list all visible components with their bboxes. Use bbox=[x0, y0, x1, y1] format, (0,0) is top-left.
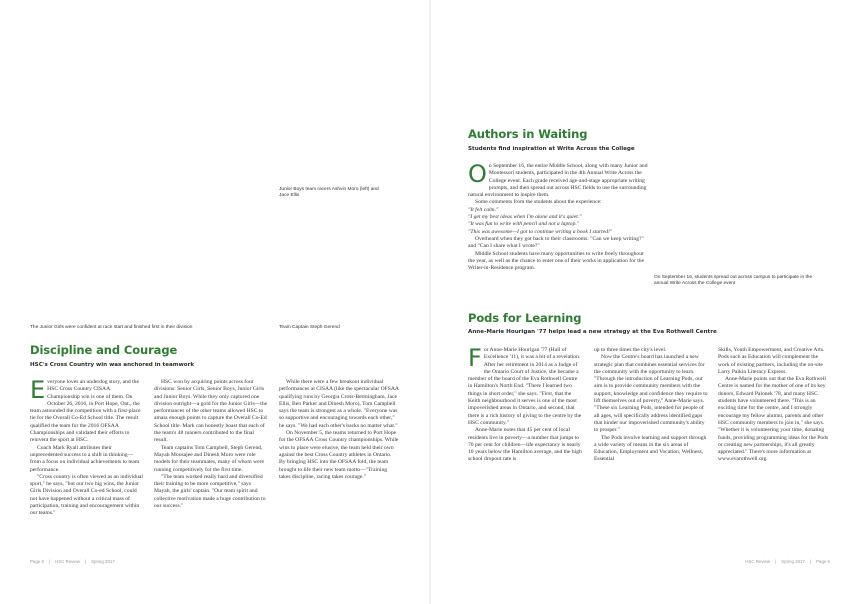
student-quote: "This was awesome—I got to continue writing a book I started!" bbox=[468, 228, 613, 235]
article-title: Discipline and Courage bbox=[30, 343, 178, 357]
paragraph: HSC won by acquiring points across four divisions: Senior Girls, Senior Boys, Junior Girls and Junior Boys. While they only captured one division outright—a gold for the Junior Girls—the performances of the other teams allowed HSC to amass enough points to capture the Overall Co-Ed School title. Mark can honestly boast that each of the team's 48 runners contributed to the final result. bbox=[154, 379, 268, 444]
authors-title: Authors in Waiting bbox=[468, 127, 588, 141]
drop-cap: F bbox=[468, 344, 482, 372]
pods-subtitle: Anne-Marie Hourigan '77 helps lead a new strategy at the Eva Rothwell Centre bbox=[468, 329, 717, 335]
authors-body bbox=[468, 160, 648, 272]
article-column-2 bbox=[154, 379, 268, 510]
paragraph: Now the Centre's board has launched a new strategic plan that combines essential services for the community with the opportunity to learn. "Through the introduction of Learning Pods, our aim is to provide community members with the support, knowledge and confidence they require to lift themselves out of poverty," Anne-Marie says. "These six Learning Pods, intended for people of all ages, will specifically address identified gaps that hinder our impoverished community's ability to prosper." bbox=[594, 354, 708, 434]
paragraph: Middle School students have many opportunities to write freely throughout the year, as well as the chance to enter one of their works in application for the Writer-in-Residence program. bbox=[468, 250, 645, 272]
pods-column-2 bbox=[594, 347, 708, 464]
paragraph: "Cross country is often viewed as an individual sport," he says, "but our two big wins, the Junior Girls Division and Overall Co-ed School, could not have happened without a critical mass of participation, training and encouragement within our teams." bbox=[30, 473, 143, 517]
article-subtitle: HSC's Cross Country win was anchored in teamwork bbox=[30, 362, 195, 368]
paragraph: veryone loves an underdog story, and the HSC Cross Country CISAA Championship win is one of them. On October 26, 2016, in Port Hope, Ont., the team astounded the competition with a first-place tie for the Overall Co-Ed School title. The result qualified the team for the 2016 OFSAA Championships and validated their efforts to reinvent the sport at HSC. bbox=[30, 379, 141, 444]
paragraph: "The team worked really hard and diversified their training to be more competitive," says Mayah, the girls' captain. "Our team spirit and collective motivation made a huge contribution to our success." bbox=[154, 473, 266, 510]
photo-caption-girls: The Junior Girls were confident at race start and finished first in their division bbox=[30, 325, 193, 330]
paragraph: The Pods involve learning and support through a wide variety of means in the six areas of Education, Employment and Vocation, Wellness, Essential bbox=[594, 434, 707, 463]
paragraph: or Anne-Marie Hourigan '77 (Hall of Excellence '11), it was a bit of a revelation. After her retirement in 2014 as a Judge of the Ontario Court of Justice, she became a member of the board of the Eva Rothwell Centre in Hamilton's North End. "There I learned two things in short order," she says. "First, that the Keith neighbourhood it serves is one of the most impoverished areas in Ontario, and second, that there is a rich history of giving to the centre by the HSC community." bbox=[468, 347, 582, 426]
article-column-1 bbox=[30, 376, 143, 518]
paragraph: Team captains Tom Campbell, Steph Gerend, Mayah Moosajee and Dinesh Moro were role models for their teammates, many of whom were running competitively for the first time. bbox=[154, 444, 264, 473]
page-number: Page 9 bbox=[816, 559, 830, 564]
paragraph: Anne-Marie notes that 45 per cent of local residents live in poverty—a number that jumps to 70 per cent for children—life expectancy is nearly 10 years below the Hamilton average, and the high school dropout rate is bbox=[468, 427, 582, 463]
student-quote: "It was fun to write with pencil and not a laptop." bbox=[468, 221, 580, 228]
left-page bbox=[0, 0, 429, 604]
paragraph: Some comments from the students about the experience: bbox=[475, 199, 602, 206]
drop-cap: O bbox=[468, 160, 487, 188]
student-quote: "I get my best ideas when I'm alone and it's quiet." bbox=[468, 214, 582, 221]
drop-cap: E bbox=[30, 376, 46, 404]
section-tag: Student life bbox=[30, 38, 59, 44]
page-number: Page 8 bbox=[30, 559, 44, 564]
right-page bbox=[431, 0, 860, 604]
paragraph: n September 16, the entire Middle School, along with many Junior and Montessori students, participated in the 4th Annual Write Across the College event. Each grade received age-and-stage appropriate writing prompts, and then spread out across HSC fields to use the surrounding natural environment to inspire them. bbox=[468, 163, 648, 199]
paragraph: On November 5, the teams returned to Port Hope for the OFSAA Cross Country championships. While wins to place were elusive, the team held their own against the best Cross Country athletes in Ontario. By bringing HSC into the OFSAA fold, the team brought to life their new team motto—"Training takes discipline, racing takes courage." bbox=[279, 430, 399, 480]
paragraph: While there were a few breakout individual performances at CISAA (like the spectacular OFSAA qualifying runs by Georgia Cross-Bermingham, Jace Ellis, Ben Parker and Dinesh Moro), Tom Campbell says the team is strongest as a whole. "Everyone was so supportive and encouraging towards each other," he says. "We had each other's backs no matter what." bbox=[279, 379, 399, 429]
publication-name: HSC Review bbox=[745, 559, 771, 564]
article-column-3 bbox=[279, 379, 399, 481]
issue-date: Spring 2017 bbox=[781, 559, 805, 564]
photo-caption-captain: Team Captain Steph Gerend bbox=[279, 325, 340, 330]
paragraph: up to three times the city's level. bbox=[594, 347, 667, 353]
footer-left: Page 8 | HSC Review | Spring 2017 bbox=[30, 559, 115, 564]
pods-title: Pods for Learning bbox=[468, 311, 582, 325]
paragraph: Anne-Marie points out that the Eva Rothwell Centre is named for the mother of one of its key donors, Edward Palonek '78, and many HSC students have volunteered there. "This is an exciting time for the centre, and I strongly encourage my fellow alumni, parents and other HSC community members to join in," she says. "Whether it is volunteering your time, donating funds, providing programming ideas for the Pods or creating new partnerships, it's all greatly appreciated." There's more information at www.evarothwell.org. bbox=[718, 376, 829, 463]
pods-column-1 bbox=[468, 344, 582, 464]
paragraph: Overheard when they got back to their classrooms: "Can we keep writing?" and "Can I share what I wrote?" bbox=[468, 235, 644, 250]
pods-column-3 bbox=[718, 347, 830, 464]
photo-caption-write: On September 16, students spread out across campus to participate in the annual Write Across the College event bbox=[654, 275, 813, 287]
photo-caption-boys: Junior Boys team racers Ashvin Moro (left) and Jace Ellis bbox=[279, 187, 379, 199]
student-quote: "It felt calm." bbox=[468, 206, 499, 213]
footer-right: HSC Review | Spring 2017 | Page 9 bbox=[745, 559, 830, 564]
paragraph: Skills, Youth Empowerment, and Creative Arts. Pods such as Education will complement the work of existing partners, including the on-site Larry Paikin Literacy Express. bbox=[718, 347, 825, 375]
paragraph: Coach Mark Ryall attributes their unprecedented success to a shift in thinking—from a focus on individual achievements to team performance. bbox=[30, 444, 140, 473]
authors-subtitle: Students find inspiration at Write Across the College bbox=[468, 146, 635, 152]
publication-name: HSC Review bbox=[55, 559, 80, 564]
issue-date: Spring 2017 bbox=[91, 559, 115, 564]
